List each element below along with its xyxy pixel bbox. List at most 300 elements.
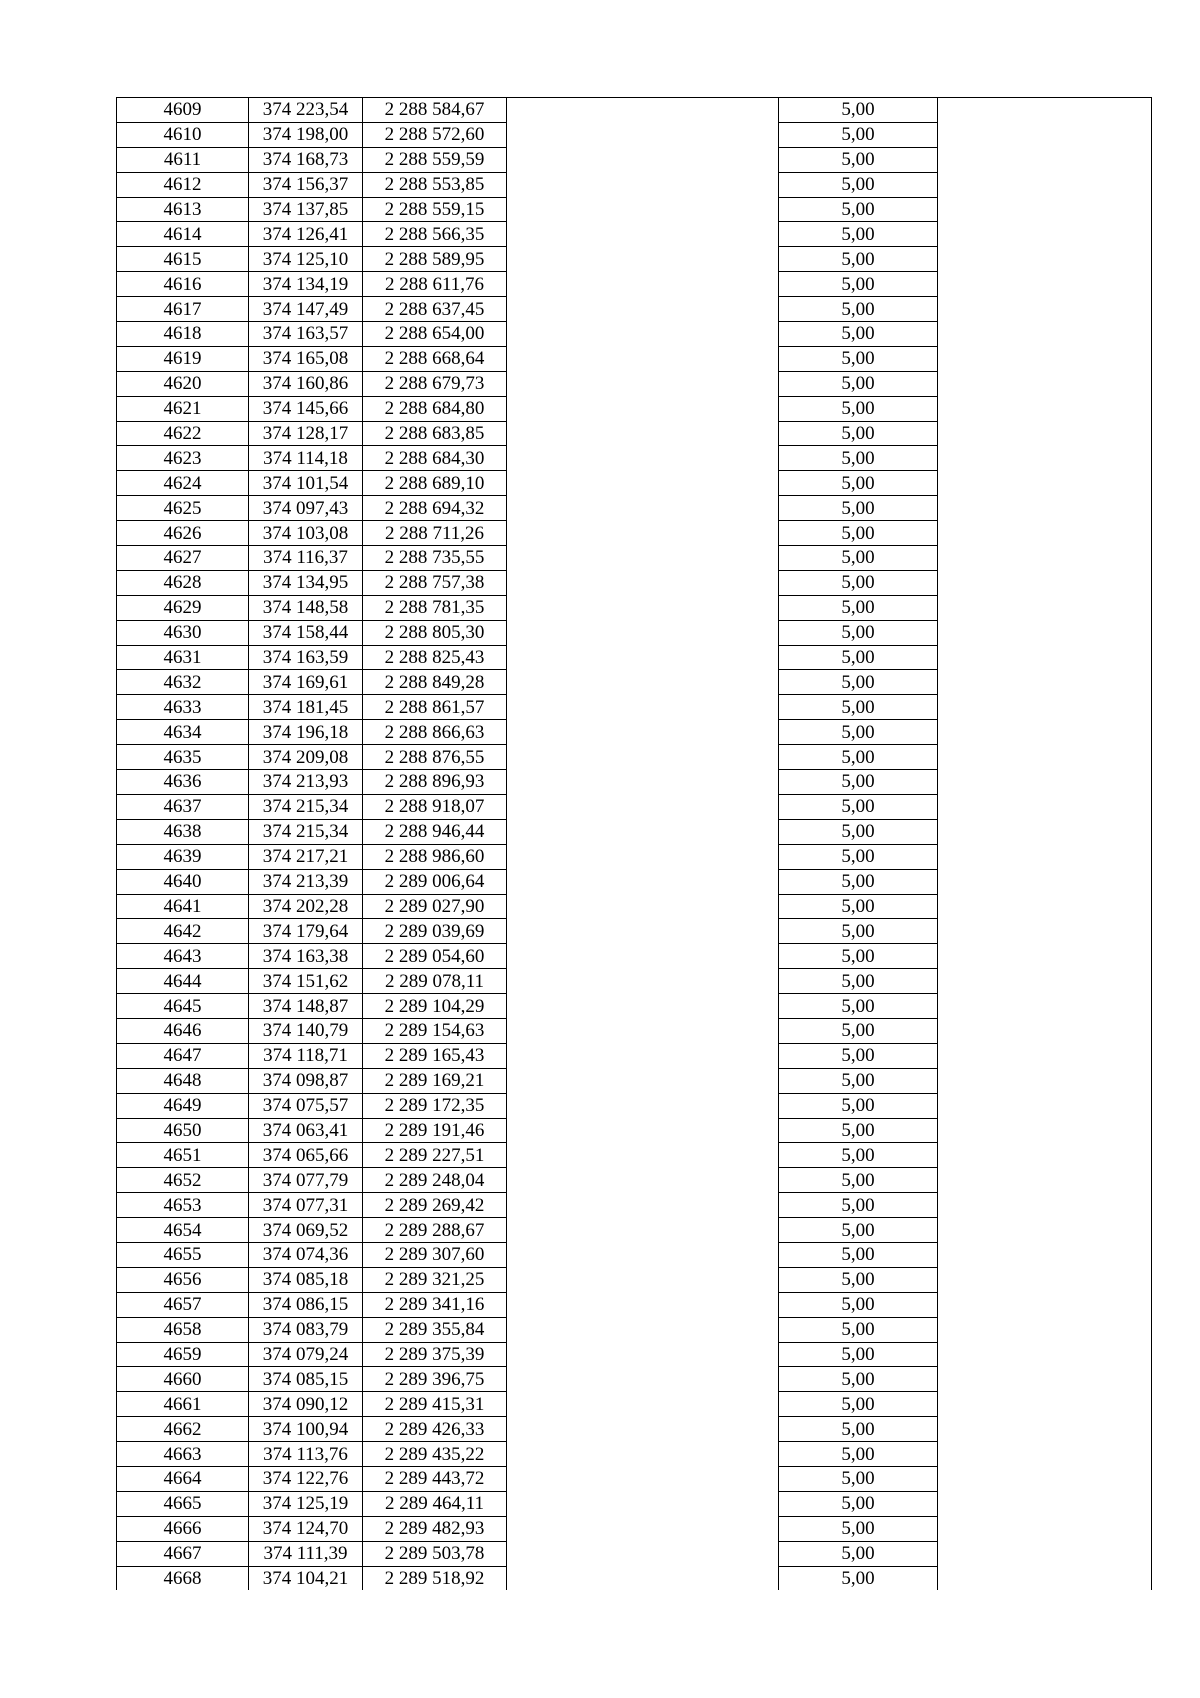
empty-cell xyxy=(938,1417,1152,1442)
empty-cell xyxy=(507,1118,779,1143)
x-coordinate-cell: 374 165,08 xyxy=(249,346,363,371)
point-number-cell: 4663 xyxy=(117,1442,249,1467)
empty-cell xyxy=(507,1442,779,1467)
empty-cell xyxy=(507,670,779,695)
y-coordinate-cell: 2 288 918,07 xyxy=(363,794,507,819)
point-number-cell: 4658 xyxy=(117,1317,249,1342)
y-coordinate-cell: 2 288 849,28 xyxy=(363,670,507,695)
x-coordinate-cell: 374 111,39 xyxy=(249,1541,363,1566)
y-coordinate-cell: 2 289 006,64 xyxy=(363,869,507,894)
y-coordinate-cell: 2 288 559,59 xyxy=(363,147,507,172)
empty-cell xyxy=(938,471,1152,496)
accuracy-value-cell: 5,00 xyxy=(779,819,938,844)
point-number-cell: 4624 xyxy=(117,471,249,496)
x-coordinate-cell: 374 160,86 xyxy=(249,371,363,396)
empty-cell xyxy=(507,844,779,869)
x-coordinate-cell: 374 083,79 xyxy=(249,1317,363,1342)
point-number-cell: 4648 xyxy=(117,1068,249,1093)
empty-cell xyxy=(938,1143,1152,1168)
x-coordinate-cell: 374 118,71 xyxy=(249,1043,363,1068)
empty-cell xyxy=(938,197,1152,222)
empty-cell xyxy=(507,1317,779,1342)
table-row xyxy=(117,1118,1152,1143)
empty-cell xyxy=(507,770,779,795)
x-coordinate-cell: 374 098,87 xyxy=(249,1068,363,1093)
empty-cell xyxy=(938,794,1152,819)
empty-cell xyxy=(938,297,1152,322)
y-coordinate-cell: 2 288 711,26 xyxy=(363,521,507,546)
table-row xyxy=(117,172,1152,197)
empty-cell xyxy=(938,371,1152,396)
point-number-cell: 4618 xyxy=(117,322,249,347)
point-number-cell: 4627 xyxy=(117,546,249,571)
y-coordinate-cell: 2 288 553,85 xyxy=(363,172,507,197)
accuracy-value-cell: 5,00 xyxy=(779,222,938,247)
accuracy-value-cell: 5,00 xyxy=(779,1342,938,1367)
accuracy-value-cell: 5,00 xyxy=(779,1043,938,1068)
point-number-cell: 4609 xyxy=(117,98,249,123)
accuracy-value-cell: 5,00 xyxy=(779,570,938,595)
point-number-cell: 4631 xyxy=(117,645,249,670)
table-row xyxy=(117,894,1152,919)
accuracy-value-cell: 5,00 xyxy=(779,695,938,720)
x-coordinate-cell: 374 101,54 xyxy=(249,471,363,496)
table-row xyxy=(117,222,1152,247)
point-number-cell: 4650 xyxy=(117,1118,249,1143)
empty-cell xyxy=(938,1018,1152,1043)
empty-cell xyxy=(938,994,1152,1019)
y-coordinate-cell: 2 289 191,46 xyxy=(363,1118,507,1143)
point-number-cell: 4652 xyxy=(117,1168,249,1193)
empty-cell xyxy=(507,371,779,396)
empty-cell xyxy=(938,919,1152,944)
point-number-cell: 4643 xyxy=(117,944,249,969)
y-coordinate-cell: 2 289 355,84 xyxy=(363,1317,507,1342)
empty-cell xyxy=(938,1292,1152,1317)
empty-cell xyxy=(938,1118,1152,1143)
empty-cell xyxy=(938,1317,1152,1342)
point-number-cell: 4635 xyxy=(117,745,249,770)
y-coordinate-cell: 2 288 986,60 xyxy=(363,844,507,869)
x-coordinate-cell: 374 075,57 xyxy=(249,1093,363,1118)
accuracy-value-cell: 5,00 xyxy=(779,297,938,322)
empty-cell xyxy=(507,172,779,197)
table-row xyxy=(117,1267,1152,1292)
table-row xyxy=(117,1541,1152,1566)
empty-cell xyxy=(938,695,1152,720)
table-row xyxy=(117,322,1152,347)
empty-cell xyxy=(507,1417,779,1442)
y-coordinate-cell: 2 288 668,64 xyxy=(363,346,507,371)
empty-cell xyxy=(507,297,779,322)
empty-cell xyxy=(938,546,1152,571)
table-row xyxy=(117,794,1152,819)
accuracy-value-cell: 5,00 xyxy=(779,1566,938,1590)
empty-cell xyxy=(507,1466,779,1491)
point-number-cell: 4662 xyxy=(117,1417,249,1442)
y-coordinate-cell: 2 289 054,60 xyxy=(363,944,507,969)
accuracy-value-cell: 5,00 xyxy=(779,147,938,172)
y-coordinate-cell: 2 289 435,22 xyxy=(363,1442,507,1467)
x-coordinate-cell: 374 077,79 xyxy=(249,1168,363,1193)
y-coordinate-cell: 2 289 269,42 xyxy=(363,1193,507,1218)
y-coordinate-cell: 2 289 169,21 xyxy=(363,1068,507,1093)
table-row xyxy=(117,1093,1152,1118)
accuracy-value-cell: 5,00 xyxy=(779,595,938,620)
empty-cell xyxy=(507,1068,779,1093)
y-coordinate-cell: 2 288 689,10 xyxy=(363,471,507,496)
empty-cell xyxy=(938,446,1152,471)
y-coordinate-cell: 2 289 464,11 xyxy=(363,1491,507,1516)
x-coordinate-cell: 374 163,59 xyxy=(249,645,363,670)
y-coordinate-cell: 2 289 503,78 xyxy=(363,1541,507,1566)
x-coordinate-cell: 374 104,21 xyxy=(249,1566,363,1590)
accuracy-value-cell: 5,00 xyxy=(779,720,938,745)
y-coordinate-cell: 2 288 866,63 xyxy=(363,720,507,745)
empty-cell xyxy=(938,1442,1152,1467)
accuracy-value-cell: 5,00 xyxy=(779,1068,938,1093)
empty-cell xyxy=(507,695,779,720)
accuracy-value-cell: 5,00 xyxy=(779,1317,938,1342)
table-row xyxy=(117,421,1152,446)
accuracy-value-cell: 5,00 xyxy=(779,794,938,819)
empty-cell xyxy=(938,944,1152,969)
point-number-cell: 4626 xyxy=(117,521,249,546)
empty-cell xyxy=(507,122,779,147)
x-coordinate-cell: 374 077,31 xyxy=(249,1193,363,1218)
x-coordinate-cell: 374 158,44 xyxy=(249,620,363,645)
empty-cell xyxy=(938,1466,1152,1491)
point-number-cell: 4621 xyxy=(117,396,249,421)
y-coordinate-cell: 2 289 426,33 xyxy=(363,1417,507,1442)
x-coordinate-cell: 374 069,52 xyxy=(249,1218,363,1243)
empty-cell xyxy=(507,322,779,347)
empty-cell xyxy=(507,595,779,620)
table-row xyxy=(117,546,1152,571)
accuracy-value-cell: 5,00 xyxy=(779,98,938,123)
y-coordinate-cell: 2 288 684,80 xyxy=(363,396,507,421)
table-row xyxy=(117,720,1152,745)
point-number-cell: 4625 xyxy=(117,496,249,521)
accuracy-value-cell: 5,00 xyxy=(779,1267,938,1292)
accuracy-value-cell: 5,00 xyxy=(779,1466,938,1491)
accuracy-value-cell: 5,00 xyxy=(779,670,938,695)
empty-cell xyxy=(938,770,1152,795)
empty-cell xyxy=(938,272,1152,297)
accuracy-value-cell: 5,00 xyxy=(779,521,938,546)
empty-cell xyxy=(938,1491,1152,1516)
empty-cell xyxy=(507,546,779,571)
point-number-cell: 4642 xyxy=(117,919,249,944)
empty-cell xyxy=(938,1566,1152,1590)
empty-cell xyxy=(507,471,779,496)
table-row xyxy=(117,297,1152,322)
y-coordinate-cell: 2 288 684,30 xyxy=(363,446,507,471)
empty-cell xyxy=(507,620,779,645)
accuracy-value-cell: 5,00 xyxy=(779,919,938,944)
x-coordinate-cell: 374 156,37 xyxy=(249,172,363,197)
point-number-cell: 4620 xyxy=(117,371,249,396)
x-coordinate-cell: 374 128,17 xyxy=(249,421,363,446)
table-row xyxy=(117,919,1152,944)
empty-cell xyxy=(507,1566,779,1590)
accuracy-value-cell: 5,00 xyxy=(779,1541,938,1566)
empty-cell xyxy=(507,222,779,247)
x-coordinate-cell: 374 213,39 xyxy=(249,869,363,894)
empty-cell xyxy=(507,1367,779,1392)
point-number-cell: 4615 xyxy=(117,247,249,272)
accuracy-value-cell: 5,00 xyxy=(779,272,938,297)
empty-cell xyxy=(507,1242,779,1267)
coordinates-table xyxy=(116,97,1152,1590)
accuracy-value-cell: 5,00 xyxy=(779,1168,938,1193)
table-row xyxy=(117,521,1152,546)
x-coordinate-cell: 374 148,87 xyxy=(249,994,363,1019)
x-coordinate-cell: 374 137,85 xyxy=(249,197,363,222)
point-number-cell: 4665 xyxy=(117,1491,249,1516)
table-row xyxy=(117,1317,1152,1342)
x-coordinate-cell: 374 215,34 xyxy=(249,794,363,819)
y-coordinate-cell: 2 289 078,11 xyxy=(363,969,507,994)
point-number-cell: 4666 xyxy=(117,1516,249,1541)
point-number-cell: 4647 xyxy=(117,1043,249,1068)
point-number-cell: 4649 xyxy=(117,1093,249,1118)
accuracy-value-cell: 5,00 xyxy=(779,1417,938,1442)
empty-cell xyxy=(938,147,1152,172)
table-row xyxy=(117,147,1152,172)
x-coordinate-cell: 374 074,36 xyxy=(249,1242,363,1267)
x-coordinate-cell: 374 145,66 xyxy=(249,396,363,421)
table-row xyxy=(117,1516,1152,1541)
empty-cell xyxy=(507,1168,779,1193)
y-coordinate-cell: 2 289 027,90 xyxy=(363,894,507,919)
empty-cell xyxy=(507,1267,779,1292)
table-row xyxy=(117,1242,1152,1267)
x-coordinate-cell: 374 124,70 xyxy=(249,1516,363,1541)
empty-cell xyxy=(507,421,779,446)
empty-cell xyxy=(938,396,1152,421)
coordinates-table-body xyxy=(117,98,1152,1591)
y-coordinate-cell: 2 289 154,63 xyxy=(363,1018,507,1043)
accuracy-value-cell: 5,00 xyxy=(779,1442,938,1467)
x-coordinate-cell: 374 198,00 xyxy=(249,122,363,147)
x-coordinate-cell: 374 079,24 xyxy=(249,1342,363,1367)
accuracy-value-cell: 5,00 xyxy=(779,770,938,795)
table-row xyxy=(117,1193,1152,1218)
table-row xyxy=(117,496,1152,521)
empty-cell xyxy=(938,1093,1152,1118)
table-row xyxy=(117,745,1152,770)
empty-cell xyxy=(938,1242,1152,1267)
empty-cell xyxy=(507,98,779,123)
table-row xyxy=(117,247,1152,272)
point-number-cell: 4619 xyxy=(117,346,249,371)
empty-cell xyxy=(938,620,1152,645)
table-row xyxy=(117,620,1152,645)
empty-cell xyxy=(507,1043,779,1068)
point-number-cell: 4613 xyxy=(117,197,249,222)
empty-cell xyxy=(938,1516,1152,1541)
y-coordinate-cell: 2 289 039,69 xyxy=(363,919,507,944)
table-row xyxy=(117,969,1152,994)
y-coordinate-cell: 2 288 896,93 xyxy=(363,770,507,795)
empty-cell xyxy=(507,1292,779,1317)
empty-cell xyxy=(938,1193,1152,1218)
accuracy-value-cell: 5,00 xyxy=(779,1491,938,1516)
empty-cell xyxy=(938,745,1152,770)
empty-cell xyxy=(507,919,779,944)
empty-cell xyxy=(938,172,1152,197)
x-coordinate-cell: 374 215,34 xyxy=(249,819,363,844)
accuracy-value-cell: 5,00 xyxy=(779,1392,938,1417)
table-row xyxy=(117,695,1152,720)
empty-cell xyxy=(938,1342,1152,1367)
point-number-cell: 4636 xyxy=(117,770,249,795)
empty-cell xyxy=(938,496,1152,521)
empty-cell xyxy=(507,396,779,421)
accuracy-value-cell: 5,00 xyxy=(779,969,938,994)
empty-cell xyxy=(507,1143,779,1168)
x-coordinate-cell: 374 163,57 xyxy=(249,322,363,347)
x-coordinate-cell: 374 126,41 xyxy=(249,222,363,247)
empty-cell xyxy=(507,994,779,1019)
table-row xyxy=(117,1342,1152,1367)
empty-cell xyxy=(507,247,779,272)
empty-cell xyxy=(938,670,1152,695)
empty-cell xyxy=(938,969,1152,994)
point-number-cell: 4659 xyxy=(117,1342,249,1367)
point-number-cell: 4629 xyxy=(117,595,249,620)
y-coordinate-cell: 2 289 307,60 xyxy=(363,1242,507,1267)
empty-cell xyxy=(507,794,779,819)
empty-cell xyxy=(507,147,779,172)
empty-cell xyxy=(507,346,779,371)
accuracy-value-cell: 5,00 xyxy=(779,546,938,571)
accuracy-value-cell: 5,00 xyxy=(779,446,938,471)
x-coordinate-cell: 374 202,28 xyxy=(249,894,363,919)
accuracy-value-cell: 5,00 xyxy=(779,172,938,197)
point-number-cell: 4656 xyxy=(117,1267,249,1292)
table-row xyxy=(117,446,1152,471)
y-coordinate-cell: 2 288 946,44 xyxy=(363,819,507,844)
empty-cell xyxy=(938,222,1152,247)
empty-cell xyxy=(507,197,779,222)
empty-cell xyxy=(938,1043,1152,1068)
table-row xyxy=(117,819,1152,844)
y-coordinate-cell: 2 288 735,55 xyxy=(363,546,507,571)
x-coordinate-cell: 374 116,37 xyxy=(249,546,363,571)
x-coordinate-cell: 374 100,94 xyxy=(249,1417,363,1442)
y-coordinate-cell: 2 288 876,55 xyxy=(363,745,507,770)
empty-cell xyxy=(507,272,779,297)
x-coordinate-cell: 374 125,19 xyxy=(249,1491,363,1516)
y-coordinate-cell: 2 289 341,16 xyxy=(363,1292,507,1317)
point-number-cell: 4651 xyxy=(117,1143,249,1168)
table-row xyxy=(117,371,1152,396)
point-number-cell: 4637 xyxy=(117,794,249,819)
x-coordinate-cell: 374 103,08 xyxy=(249,521,363,546)
empty-cell xyxy=(507,645,779,670)
empty-cell xyxy=(507,521,779,546)
accuracy-value-cell: 5,00 xyxy=(779,1018,938,1043)
y-coordinate-cell: 2 288 861,57 xyxy=(363,695,507,720)
empty-cell xyxy=(507,1516,779,1541)
x-coordinate-cell: 374 217,21 xyxy=(249,844,363,869)
x-coordinate-cell: 374 213,93 xyxy=(249,770,363,795)
x-coordinate-cell: 374 134,19 xyxy=(249,272,363,297)
accuracy-value-cell: 5,00 xyxy=(779,122,938,147)
x-coordinate-cell: 374 209,08 xyxy=(249,745,363,770)
x-coordinate-cell: 374 163,38 xyxy=(249,944,363,969)
table-row xyxy=(117,869,1152,894)
empty-cell xyxy=(938,98,1152,123)
empty-cell xyxy=(507,969,779,994)
accuracy-value-cell: 5,00 xyxy=(779,1118,938,1143)
y-coordinate-cell: 2 288 694,32 xyxy=(363,496,507,521)
accuracy-value-cell: 5,00 xyxy=(779,322,938,347)
point-number-cell: 4641 xyxy=(117,894,249,919)
empty-cell xyxy=(938,645,1152,670)
y-coordinate-cell: 2 289 482,93 xyxy=(363,1516,507,1541)
table-row xyxy=(117,98,1152,123)
x-coordinate-cell: 374 140,79 xyxy=(249,1018,363,1043)
x-coordinate-cell: 374 181,45 xyxy=(249,695,363,720)
empty-cell xyxy=(938,247,1152,272)
x-coordinate-cell: 374 179,64 xyxy=(249,919,363,944)
point-number-cell: 4667 xyxy=(117,1541,249,1566)
table-row xyxy=(117,1566,1152,1590)
table-row xyxy=(117,1417,1152,1442)
table-row xyxy=(117,570,1152,595)
empty-cell xyxy=(938,521,1152,546)
x-coordinate-cell: 374 125,10 xyxy=(249,247,363,272)
y-coordinate-cell: 2 289 375,39 xyxy=(363,1342,507,1367)
accuracy-value-cell: 5,00 xyxy=(779,346,938,371)
x-coordinate-cell: 374 196,18 xyxy=(249,720,363,745)
empty-cell xyxy=(507,1541,779,1566)
y-coordinate-cell: 2 288 611,76 xyxy=(363,272,507,297)
y-coordinate-cell: 2 289 518,92 xyxy=(363,1566,507,1590)
accuracy-value-cell: 5,00 xyxy=(779,371,938,396)
empty-cell xyxy=(938,720,1152,745)
y-coordinate-cell: 2 289 443,72 xyxy=(363,1466,507,1491)
point-number-cell: 4644 xyxy=(117,969,249,994)
empty-cell xyxy=(938,1367,1152,1392)
point-number-cell: 4630 xyxy=(117,620,249,645)
empty-cell xyxy=(507,1018,779,1043)
x-coordinate-cell: 374 148,58 xyxy=(249,595,363,620)
empty-cell xyxy=(938,894,1152,919)
y-coordinate-cell: 2 288 781,35 xyxy=(363,595,507,620)
table-row xyxy=(117,1491,1152,1516)
empty-cell xyxy=(938,819,1152,844)
x-coordinate-cell: 374 223,54 xyxy=(249,98,363,123)
y-coordinate-cell: 2 288 757,38 xyxy=(363,570,507,595)
accuracy-value-cell: 5,00 xyxy=(779,496,938,521)
y-coordinate-cell: 2 288 572,60 xyxy=(363,122,507,147)
table-row xyxy=(117,595,1152,620)
table-row xyxy=(117,1392,1152,1417)
accuracy-value-cell: 5,00 xyxy=(779,1193,938,1218)
x-coordinate-cell: 374 065,66 xyxy=(249,1143,363,1168)
accuracy-value-cell: 5,00 xyxy=(779,1218,938,1243)
x-coordinate-cell: 374 113,76 xyxy=(249,1442,363,1467)
point-number-cell: 4668 xyxy=(117,1566,249,1590)
accuracy-value-cell: 5,00 xyxy=(779,1242,938,1267)
accuracy-value-cell: 5,00 xyxy=(779,1143,938,1168)
table-row xyxy=(117,272,1152,297)
empty-cell xyxy=(938,1068,1152,1093)
